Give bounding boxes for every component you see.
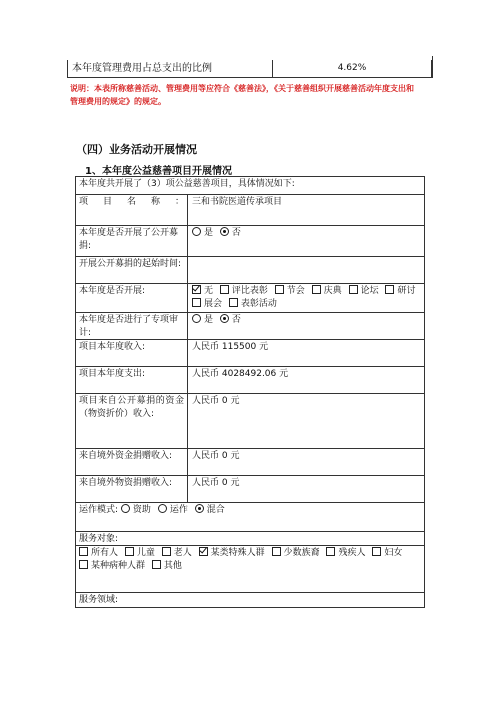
activities-row — [76, 283, 424, 312]
activity-option-label: 无 — [204, 286, 214, 296]
service-target-checkbox[interactable] — [79, 560, 88, 569]
service-target-option[interactable] — [79, 561, 145, 571]
activity-option-label: 评比表彰 — [231, 286, 268, 296]
public-income-label: 项目来自公开募捐的资金（物资折价）收入: — [76, 394, 188, 448]
expense-value[interactable]: 人民币 4028492.06 元 — [192, 369, 289, 379]
activity-option-label: 节会 — [286, 286, 305, 296]
activities-options — [188, 284, 424, 312]
public-fundraising-radio[interactable] — [192, 227, 201, 236]
public-income-value[interactable]: 人民币 0 元 — [192, 396, 240, 406]
foreign-goods-value[interactable]: 人民币 0 元 — [192, 478, 240, 488]
public-fundraising-options — [188, 226, 424, 256]
project-name-value[interactable]: 三和书院医道传承项目 — [192, 197, 283, 207]
foreign-funds-label: 来自境外资金捐赠收入: — [76, 449, 188, 475]
operation-mode-cell — [76, 503, 424, 531]
activity-option-label: 庆典 — [323, 286, 342, 296]
operation-mode-option-label: 混合 — [206, 505, 225, 515]
operation-mode-option[interactable] — [158, 505, 188, 515]
public-fundraising-row — [76, 225, 424, 256]
service-target-options — [76, 546, 424, 592]
public-fundraising-option-label: 否 — [231, 228, 241, 238]
summary-text: 本年度共开展了（3）项公益慈善项目，具体情况如下: — [79, 179, 295, 189]
special-audit-option[interactable] — [220, 315, 241, 325]
service-target-option[interactable] — [162, 548, 192, 558]
service-target-option-label: 某类特殊人群 — [210, 548, 265, 558]
activity-checkbox[interactable] — [192, 298, 201, 307]
fundraising-start-value[interactable] — [188, 257, 424, 283]
service-target-label-row — [76, 531, 424, 545]
fundraising-start-row — [76, 256, 424, 283]
service-target-option[interactable] — [125, 548, 155, 558]
operation-mode-options — [121, 505, 229, 515]
special-audit-label: 本年度是否进行了专项审计: — [76, 313, 188, 339]
activity-option[interactable] — [192, 299, 222, 309]
special-audit-radio[interactable] — [192, 314, 201, 323]
table-edge — [429, 56, 433, 78]
project-name-row — [76, 194, 424, 225]
income-row — [76, 339, 424, 366]
activity-checkbox[interactable] — [312, 285, 321, 294]
service-target-checkbox[interactable] — [152, 560, 161, 569]
operation-mode-radio[interactable] — [158, 504, 167, 513]
operation-mode-label: 运作模式: — [79, 505, 119, 515]
expense-ratio-row — [67, 60, 432, 78]
activity-option[interactable] — [312, 286, 342, 296]
expense-row — [76, 366, 424, 393]
service-field-label: 服务领域: — [79, 595, 119, 605]
activity-checkbox[interactable] — [229, 298, 238, 307]
activity-checkbox[interactable] — [349, 285, 358, 294]
special-audit-options — [188, 313, 424, 339]
service-target-option-label: 儿童 — [136, 548, 155, 558]
activity-option-label: 研讨 — [397, 286, 416, 296]
service-field-row — [76, 592, 424, 607]
public-fundraising-label: 本年度是否开展了公开募捐: — [76, 226, 188, 256]
service-target-option-label: 少数族裔 — [283, 548, 320, 558]
service-target-option[interactable] — [79, 548, 118, 558]
income-value[interactable]: 人民币 115500 元 — [192, 342, 269, 352]
service-target-option-label: 老人 — [173, 548, 192, 558]
expense-ratio-value: 4.62% — [337, 63, 367, 73]
special-audit-option-label: 否 — [231, 315, 241, 325]
income-label: 项目本年度收入: — [76, 340, 188, 366]
service-target-option-label: 残疾人 — [338, 548, 366, 558]
activity-checkbox[interactable] — [275, 285, 284, 294]
operation-mode-option-label: 资助 — [132, 505, 151, 515]
special-audit-row — [76, 312, 424, 339]
activity-checkbox[interactable] — [192, 285, 201, 294]
service-target-option[interactable] — [199, 548, 265, 558]
special-audit-option[interactable] — [192, 315, 213, 325]
subsection-title: 1、本年度公益慈善项目开展情况 — [85, 166, 232, 177]
regulation-note-line2: 管理费用的规定》的规定。 — [70, 97, 166, 106]
service-target-checkbox[interactable] — [162, 547, 171, 556]
service-target-row — [76, 545, 424, 592]
expense-ratio-label: 本年度管理费用占总支出的比例 — [68, 60, 273, 77]
special-audit-option-label: 是 — [204, 315, 214, 325]
activity-checkbox[interactable] — [220, 285, 229, 294]
public-income-row — [76, 393, 424, 448]
operation-mode-option[interactable] — [195, 505, 225, 515]
service-target-checkbox[interactable] — [125, 547, 134, 556]
regulation-note-line1: 说明：本表所称慈善活动、管理费用等应符合《慈善法》，《关于慈善组织开展慈善活动年度支出和 — [70, 84, 414, 93]
service-target-option[interactable] — [272, 548, 320, 558]
activity-option[interactable] — [229, 299, 277, 309]
expense-label: 项目本年度支出: — [76, 367, 188, 393]
foreign-funds-value[interactable]: 人民币 0 元 — [192, 451, 240, 461]
foreign-goods-label: 来自境外物资捐赠收入: — [76, 476, 188, 502]
public-fundraising-radio[interactable] — [220, 227, 229, 236]
public-fundraising-option[interactable] — [220, 228, 241, 238]
service-target-label: 服务对象: — [79, 534, 119, 544]
public-fundraising-option[interactable] — [192, 228, 213, 238]
public-fundraising-option-label: 是 — [204, 228, 214, 238]
service-target-option-label: 妇女 — [384, 548, 403, 558]
operation-mode-radio[interactable] — [121, 504, 130, 513]
service-target-option-label: 其他 — [163, 561, 182, 571]
service-target-option-label: 某种病种人群 — [91, 561, 146, 571]
operation-mode-option-label: 运作 — [169, 505, 188, 515]
activity-option[interactable] — [385, 286, 415, 296]
activity-option-label: 论坛 — [360, 286, 379, 296]
activity-option-label: 展会 — [204, 299, 223, 309]
special-audit-radio[interactable] — [220, 314, 229, 323]
project-name-label: 项 目 名 称 ： — [76, 195, 188, 225]
activities-label: 本年度是否开展: — [76, 284, 188, 312]
activity-option[interactable] — [192, 286, 213, 296]
project-form — [75, 176, 425, 608]
service-target-option[interactable] — [372, 548, 402, 558]
activity-checkbox[interactable] — [385, 285, 394, 294]
service-target-option-label: 所有人 — [91, 548, 119, 558]
service-target-checkbox[interactable] — [199, 547, 208, 556]
operation-mode-radio[interactable] — [195, 504, 204, 513]
activity-option[interactable] — [275, 286, 305, 296]
operation-mode-option[interactable] — [121, 505, 151, 515]
service-target-checkbox[interactable] — [372, 547, 381, 556]
section-title: （四）业务活动开展情况 — [76, 143, 197, 156]
service-target-checkbox[interactable] — [272, 547, 281, 556]
summary-row — [76, 177, 424, 194]
operation-mode-row — [76, 502, 424, 531]
activity-option[interactable] — [220, 286, 268, 296]
activity-option[interactable] — [349, 286, 379, 296]
service-target-checkbox[interactable] — [326, 547, 335, 556]
service-target-option[interactable] — [326, 548, 365, 558]
fundraising-start-label: 开展公开募捐的起始时间: — [76, 257, 188, 283]
foreign-goods-row — [76, 475, 424, 502]
service-target-checkbox[interactable] — [79, 547, 88, 556]
activity-option-label: 表彰活动 — [240, 299, 277, 309]
foreign-funds-row — [76, 448, 424, 475]
service-target-option[interactable] — [152, 561, 182, 571]
